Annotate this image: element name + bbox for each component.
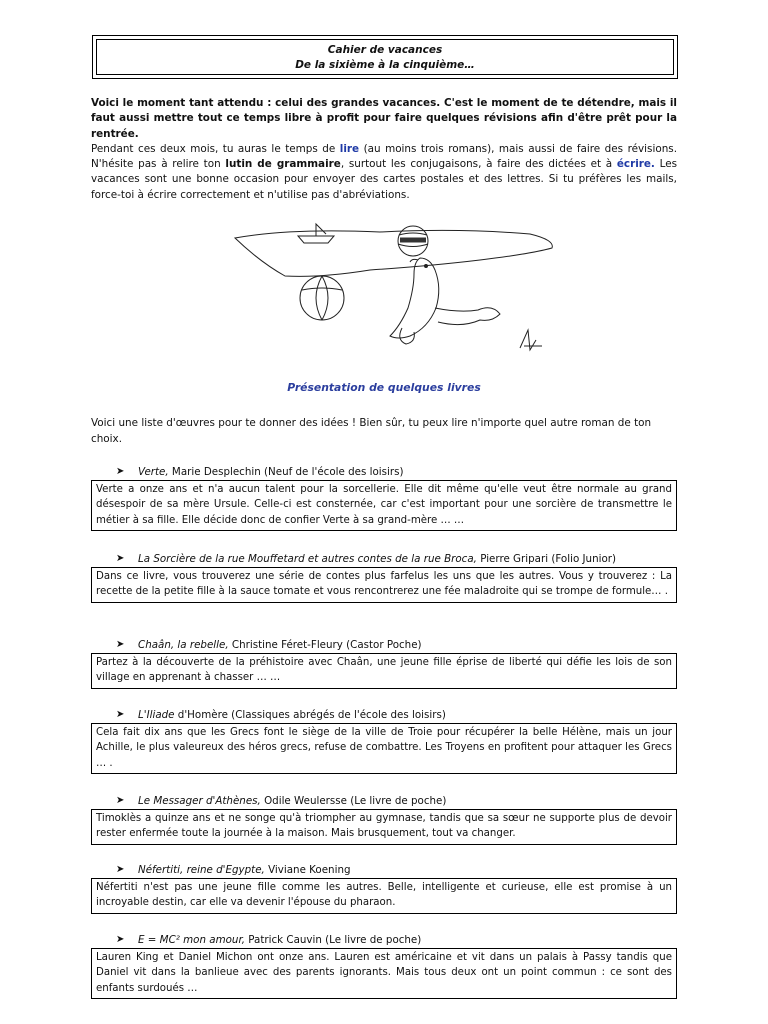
book-entry: [91, 863, 677, 914]
signature-mark: [520, 330, 542, 350]
book-heading: [91, 552, 677, 567]
book-title: L'Iliade: [138, 709, 175, 721]
book-title: Verte,: [138, 466, 169, 478]
section-title: Présentation de quelques livres: [287, 381, 481, 394]
arrow-bullet-icon: ➤: [116, 466, 125, 477]
book-summary: Partez à la découverte de la préhistoire avec Chaân, une jeune fille éprise de liberté qui défie les lois de son village en apprenant à chasser … …: [91, 653, 677, 689]
book-author: Christine Féret-Fleury (Castor Poche): [228, 639, 422, 651]
paper-boat-icon: [298, 224, 334, 243]
arrow-bullet-icon: ➤: [116, 709, 125, 720]
book-entry: [91, 638, 677, 689]
intro-text-d: Les vacances sont une bonne occasion pour envoyer des cartes postales et des lettres. Si tu préfères les mails, force-toi à écrire correctement et n'utilise pas d'abréviations.: [91, 158, 678, 201]
book-author: Marie Desplechin (Neuf de l'école des loisirs): [168, 466, 404, 478]
book-entry: [91, 708, 677, 774]
book-summary: Cela fait dix ans que les Grecs font le siège de la ville de Troie pour récupérer la belle Hélène, mais un jour Achille, le plus valeureux des héros grecs, refuse de combattre. Les Troyens en profitent pour attaquer les Grecs … .: [91, 723, 677, 774]
book-title: La Sorcière de la rue Mouffetard et autres contes de la rue Broca,: [138, 553, 477, 565]
book-summary: Néfertiti n'est pas une jeune fille comme les autres. Belle, intelligente et curieuse, elle est promise à un incroyable destin, car elle va devenir l'épouse du pharaon.: [91, 878, 677, 914]
intro-lutin: lutin de grammaire: [225, 158, 341, 171]
intro-bold-paragraph: Voici le moment tant attendu : celui des grandes vacances. C'est le moment de te détendre, mais il faut aussi mettre tout ce temps libre à profit pour faire quelques révisions afin d'être prêt pour la rentrée.: [91, 97, 677, 140]
book-summary: Lauren King et Daniel Michon ont onze ans. Lauren est américaine et vit dans un palais à Passy tandis que Daniel vit dans la banlieue avec des parents ignorants. Mais tous deux ont un point commun : ce sont des enfants surdoués …: [91, 948, 677, 999]
arrow-bullet-icon: ➤: [116, 639, 125, 650]
intro-text: [91, 96, 677, 203]
book-heading: [91, 708, 677, 723]
book-title: Néfertiti, reine d'Egypte,: [138, 864, 265, 876]
book-author: Patrick Cauvin (Le livre de poche): [245, 934, 422, 946]
arrow-bullet-icon: ➤: [116, 864, 125, 875]
book-heading: [91, 863, 677, 878]
book-title: Chaân, la rebelle,: [138, 639, 229, 651]
header-title: Cahier de vacances: [327, 44, 443, 56]
sea-outline: [235, 230, 552, 276]
list-intro: Voici une liste d'œuvres pour te donner des idées ! Bien sûr, tu peux lire n'importe quel autre roman de ton choix.: [91, 417, 652, 445]
book-title: Le Messager d'Athènes,: [138, 795, 261, 807]
book-summary: Dans ce livre, vous trouverez une série de contes plus farfelus les uns que les autres. Vous y trouverez : La recette de la petite fille à la sauce tomate et vous rencontrerez une fée maladroite qui se trompe de formule… .: [91, 567, 677, 603]
title-box: [92, 35, 678, 79]
title-box-inner: [96, 39, 674, 75]
book-entry: [91, 465, 677, 531]
book-entry: [91, 933, 677, 999]
seal-icon: [390, 258, 500, 344]
book-entry: [91, 552, 677, 603]
header-subtitle: De la sixième à la cinquième…: [295, 59, 475, 71]
book-entry: [91, 794, 677, 845]
beach-ball-icon: [300, 276, 344, 320]
intro-text-b: (au moins trois romans), mais aussi de faire des révisions. N'hésite pas à relire ton: [91, 142, 678, 171]
intro-ecrire: écrire.: [616, 158, 655, 171]
book-heading: [91, 465, 677, 480]
book-author: Viviane Koening: [264, 864, 351, 876]
seal-illustration: [230, 218, 560, 363]
arrow-bullet-icon: ➤: [116, 934, 125, 945]
intro-paragraph: [91, 142, 677, 203]
intro-text-c: , surtout les conjugaisons, à faire des dictées et à: [340, 158, 617, 171]
intro-lire: lire: [339, 142, 360, 155]
book-heading: [91, 933, 677, 948]
book-author: Pierre Gripari (Folio Junior): [476, 553, 617, 565]
book-heading: [91, 794, 677, 809]
book-author: d'Homère (Classiques abrégés de l'école des loisirs): [174, 709, 446, 721]
arrow-bullet-icon: ➤: [116, 553, 125, 564]
book-author: Odile Weulersse (Le livre de poche): [260, 795, 447, 807]
arrow-bullet-icon: ➤: [116, 795, 125, 806]
book-summary: Verte a onze ans et n'a aucun talent pour la sorcellerie. Elle dit même qu'elle veut être normale au grand désespoir de sa mère Ursule. Celle-ci est consternée, car c'est important pour une sorcière de transmettre le métier à sa fille. Elle décide donc de confier Verte à sa grand-mère … …: [91, 480, 677, 531]
book-title: E = MC² mon amour,: [138, 934, 246, 946]
book-summary: Timoklès a quinze ans et ne songe qu'à triompher au gymnase, tandis que sa sœur ne supporte plus de devoir rester enfermée toute la journée à la maison. Mais brusquement, tout va changer.: [91, 809, 677, 845]
intro-text-a: Pendant ces deux mois, tu auras le temps de: [91, 142, 340, 155]
book-heading: [91, 638, 677, 653]
